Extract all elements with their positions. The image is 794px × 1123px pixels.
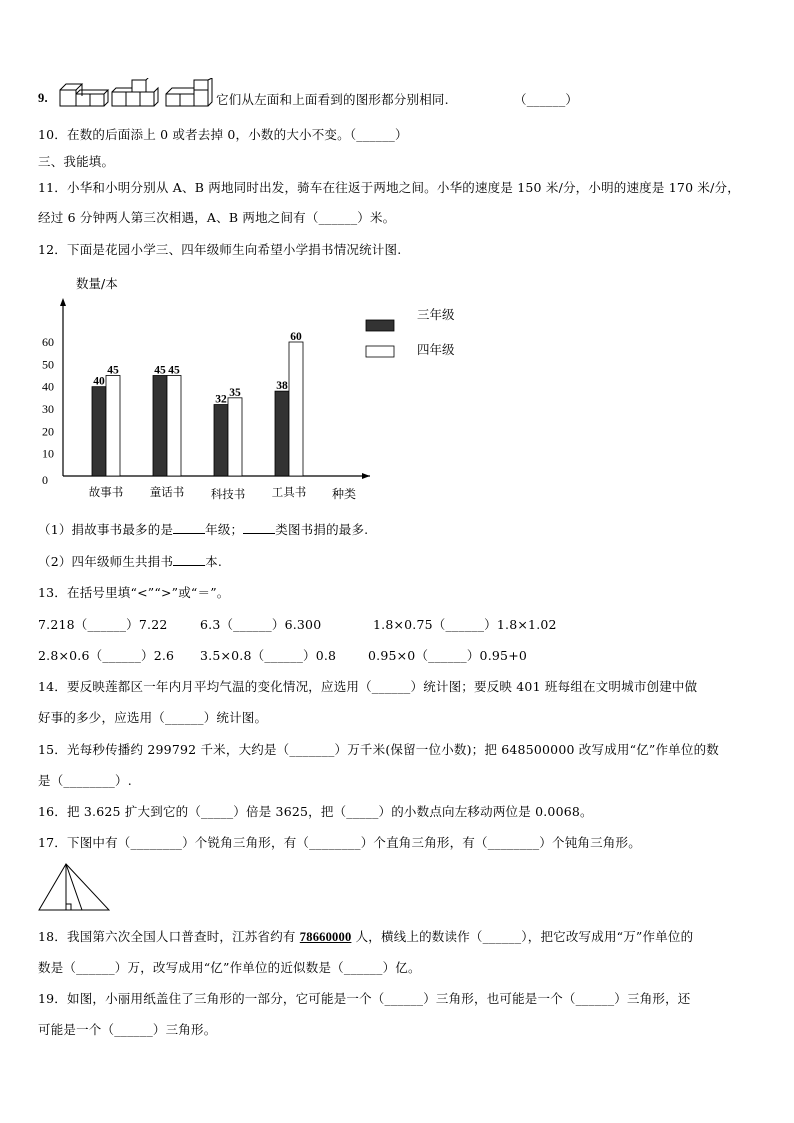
x-tick-label: 科技书 [210,487,246,501]
y-tick-label: 20 [42,424,54,439]
bar [167,376,181,477]
data-label: 35 [229,386,241,399]
question-13: 13．在括号里填“<”“>”或“＝”。 [38,585,230,600]
question-12-sub-1: （1）捐故事书最多的是 年级； 类图书捐的最多. [38,522,369,537]
question-15-line-2: 是（________）. [38,773,132,788]
bar [106,376,120,477]
bar [153,376,167,477]
cube-figure-1 [60,84,108,106]
legend-swatch [366,320,394,331]
question-14-line-2: 好事的多少，应选用（______）统计图。 [38,710,268,725]
underlined-number: 78660000 [299,930,352,944]
answer-blank[interactable] [173,521,205,534]
question-18-line-2: 数是（______）万，改写成用“亿”作单位的近似数是（______）亿。 [38,960,421,975]
data-label: 45 [168,364,180,377]
y-axis-label: 数量/本 [76,276,118,291]
data-label: 40 [93,375,105,388]
cube-figures [58,78,216,112]
question-10: 10．在数的后面添上 0 或者去掉 0，小数的大小不变。（______） [38,127,408,142]
legend-label: 三年级 [417,307,455,322]
question-15-line-1: 15．光每秒传播约 299792 千米，大约是（_______）万千米(保留一位小数)；把 648500000 改写成用“亿”作单位的数 [38,742,719,757]
bar [92,387,106,476]
y-tick-label: 30 [42,402,54,416]
compare-item[interactable]: 7.218（______）7.22 [38,617,168,632]
legend-swatch [366,346,394,357]
x-tick-label: 工具书 [271,485,307,499]
compare-item[interactable]: 2.8×0.6（______）2.6 [38,648,175,663]
legend-label: 四年级 [417,342,455,357]
y-tick-label: 10 [42,446,54,461]
x-tick-label: 故事书 [88,485,124,499]
bar [228,398,242,476]
data-label: 32 [215,393,227,406]
bar [289,342,303,476]
data-label: 60 [290,331,302,343]
question-11-line-2: 经过 6 分钟两人第三次相遇，A、B 两地之间有（______）米。 [38,210,396,225]
question-19-line-2: 可能是一个（______）三角形。 [38,1022,217,1037]
compare-item[interactable]: 0.95×0（______）0.95+0 [368,648,528,663]
cube-figure-3 [166,78,212,106]
question-14-line-1: 14．要反映莲都区一年内月平均气温的变化情况，应选用（______）统计图；要反映 401 班每组在文明城市创建中做 [38,679,698,694]
answer-blank[interactable] [243,521,275,534]
answer-blank[interactable] [173,553,205,566]
cube-figure-2 [112,78,158,106]
bar [275,391,289,476]
data-label: 45 [107,364,119,377]
x-tick-label: 童话书 [149,485,185,499]
y-tick-label: 50 [42,357,54,372]
y-axis-arrow [60,298,66,306]
y-tick-label: 0 [42,473,48,487]
y-tick-label: 40 [42,379,54,394]
x-axis-label: 种类 [332,487,357,501]
bar-chart [30,268,490,508]
question-12: 12．下面是花园小学三、四年级师生向希望小学捐书情况统计图. [38,242,402,257]
question-11-line-1: 11．小华和小明分别从 A、B 两地同时出发，骑车在往返于两地之间。小华的速度是 150 米/分，小明的速度是 170 米/分， [38,180,740,195]
question-number: 9. [38,91,48,105]
y-tick-label: 60 [42,335,54,349]
compare-item[interactable]: 1.8×0.75（______）1.8×1.02 [373,617,557,632]
data-label: 45 [154,364,166,377]
question-17: 17．下图中有（________）个锐角三角形，有（________）个直角三角形，有（________）个钝角三角形。 [38,835,641,850]
question-18-line-1: 18．我国第六次全国人口普查时，江苏省约有 78660000 人，横线上的数读作（______），把它改写成用“万”作单位的 [38,929,694,944]
question-9-answer-blank[interactable]: （______） [514,92,579,107]
bar [214,405,228,476]
compare-item[interactable]: 6.3（______）6.300 [200,617,322,632]
section-heading: 三、我能填。 [38,154,115,169]
question-19-line-1: 19．如图，小丽用纸盖住了三角形的一部分，它可能是一个（______）三角形，也可能是一个（______）三角形，还 [38,991,691,1006]
question-16: 16．把 3.625 扩大到它的（_____）倍是 3625，把（_____）的小数点向左移动两位是 0.0068。 [38,804,593,819]
question-12-sub-2: （2）四年级师生共捐书 本. [38,554,223,569]
x-axis-arrow [362,473,370,479]
compare-item[interactable]: 3.5×0.8（______）0.8 [200,648,337,663]
data-label: 38 [276,380,288,393]
question-9 [38,90,48,106]
triangle-figure [38,862,110,912]
question-9-text: 它们从左面和上面看到的图形都分别相同. [216,92,449,107]
